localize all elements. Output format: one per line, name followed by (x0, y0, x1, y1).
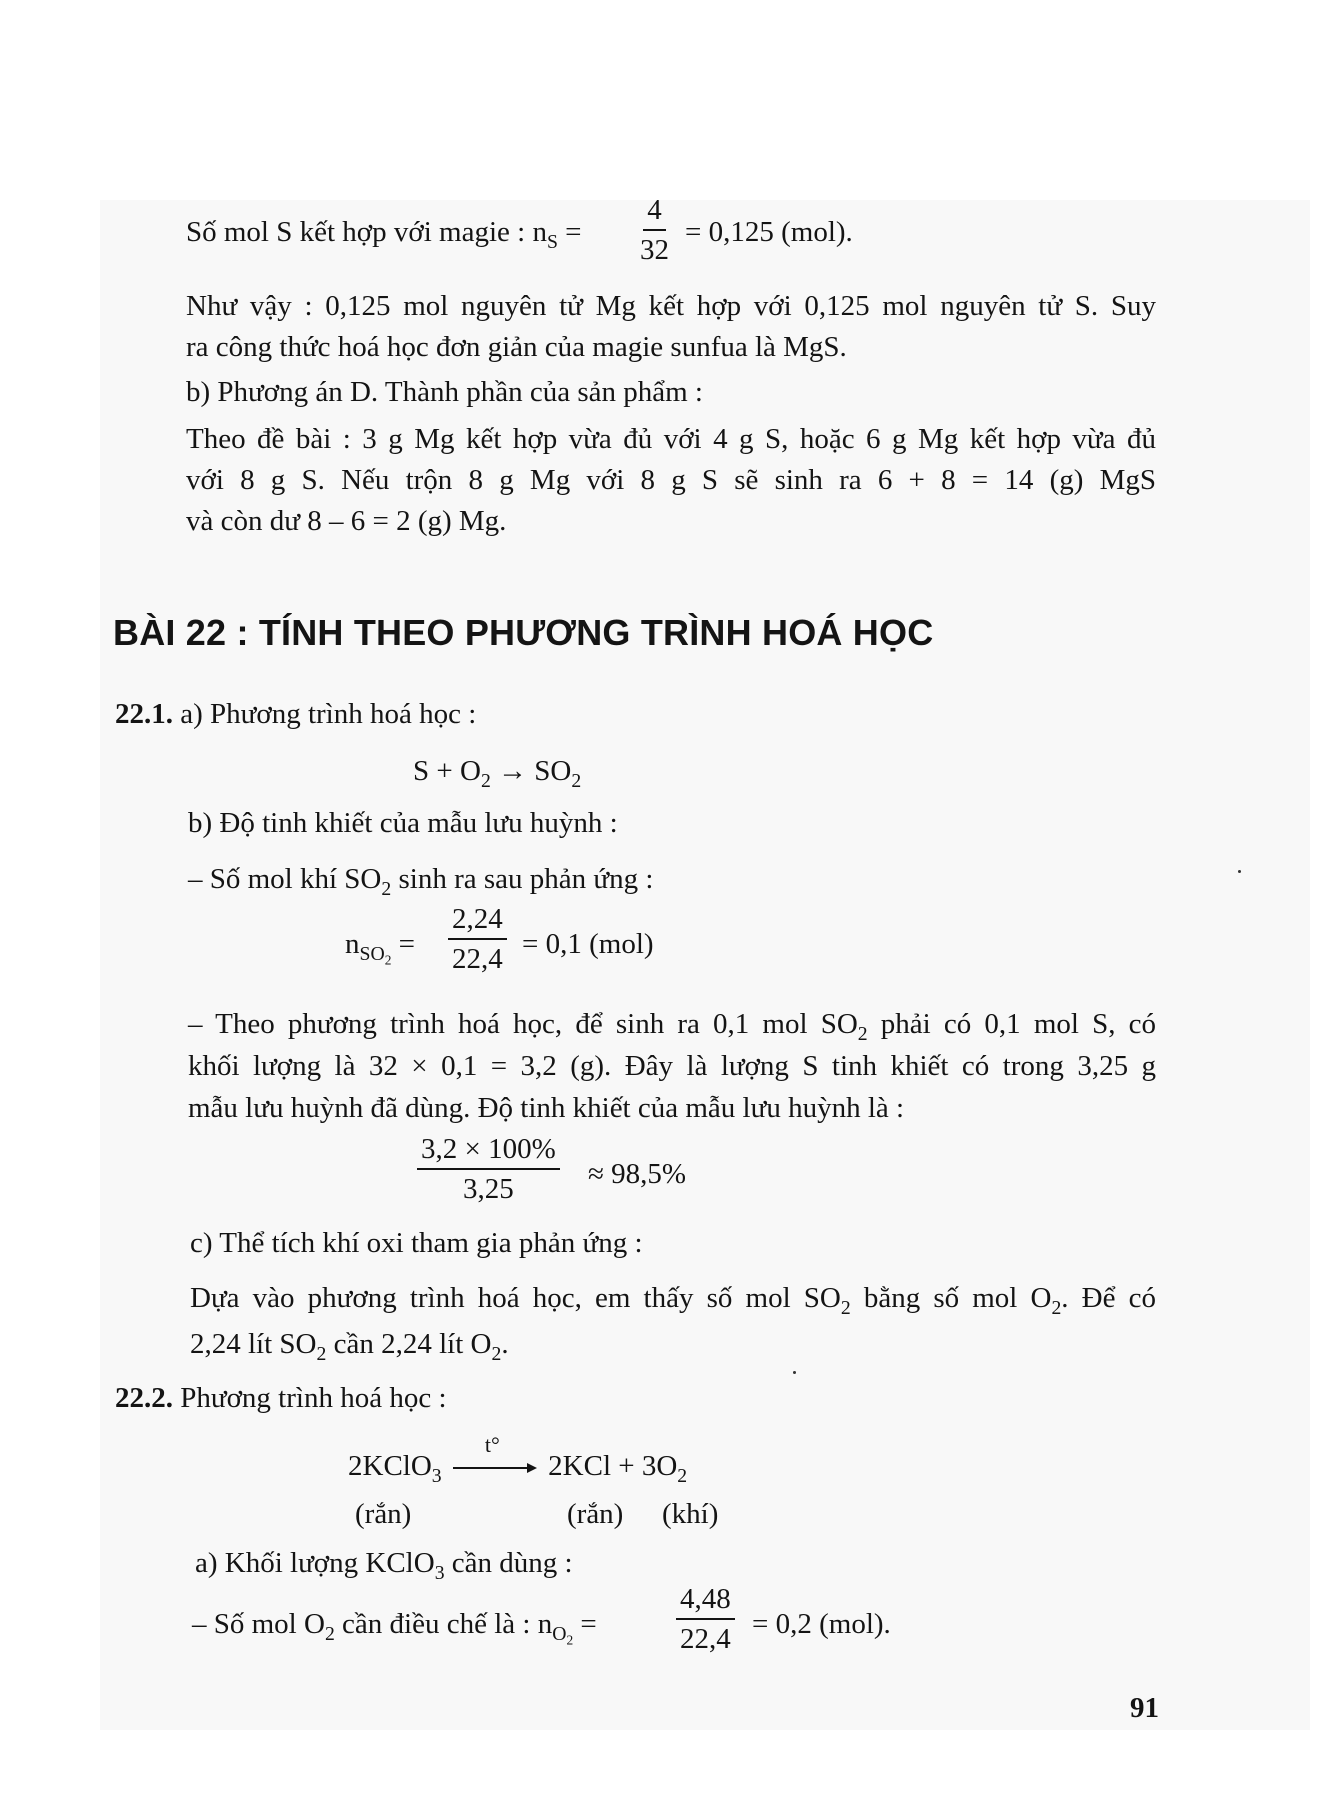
part-b-line-1: Theo đề bài : 3 g Mg kết hợp vừa đủ với 4 g S, hoặc 6 g Mg kết hợp vừa đủ (186, 423, 1156, 455)
part-a-label: a) Phương trình hoá học : (180, 698, 477, 730)
mol-s-result: = 0,125 (mol). (685, 216, 853, 248)
part-b-line-3: và còn dư 8 – 6 = 2 (g) Mg. (186, 505, 507, 537)
scan-speck (793, 1371, 796, 1374)
part-c-line-2-a: 2,24 lít SO (190, 1328, 317, 1360)
reaction-arrow-icon: → (498, 755, 528, 787)
theo-line-1-a: – Theo phương trình hoá học, để sinh ra 0,1 mol SO (188, 1008, 858, 1040)
heat-arrow-icon (453, 1432, 537, 1478)
reactant: 2KClO (348, 1450, 432, 1482)
mol-o2-fraction (676, 1583, 735, 1655)
section-title: BÀI 22 : TÍNH THEO PHƯƠNG TRÌNH HOÁ HỌC (113, 612, 934, 653)
part-c-line-2-b: cần 2,24 lít O (326, 1328, 492, 1360)
purity-fraction (417, 1133, 560, 1205)
exercise-22-1-header (115, 697, 476, 731)
n-equals: = (398, 928, 415, 960)
mass-label-subscript: 3 (434, 1561, 445, 1584)
fraction-denominator: 3,25 (463, 1173, 514, 1205)
so2-mol-text: – Số mol khí SO (188, 863, 382, 895)
theo-line-1-b: phải có 0,1 mol S, có (867, 1008, 1156, 1040)
exercise-22-2-header (115, 1381, 447, 1415)
sulfur-equation (413, 754, 582, 792)
n-so2-fraction (448, 903, 507, 975)
n-o2-subscript (552, 1622, 574, 1648)
page-number: 91 (1130, 1692, 1159, 1724)
fraction-numerator: 4,48 (676, 1583, 735, 1620)
fraction-numerator: 2,24 (448, 903, 507, 940)
mol-o2-text-a: – Số mol O (192, 1608, 325, 1640)
part-c-line-1-b: bằng số mol O (850, 1282, 1052, 1314)
conclusion-line-2: ra công thức hoá học đơn giản của magie sunfua là MgS. (186, 331, 847, 363)
mol-s-equals: = (565, 216, 582, 248)
part-c-line-1-a: Dựa vào phương trình hoá học, em thấy số mol SO (190, 1282, 841, 1314)
mol-o2-line (192, 1607, 597, 1648)
part-c-line-2-c: . (501, 1328, 509, 1360)
n-o2-subscript-index: 2 (566, 1632, 574, 1648)
part-c-line-1-c: . Để có (1061, 1282, 1156, 1314)
mass-label-b: cần dùng : (444, 1547, 573, 1579)
state-reactant: (rắn) (355, 1498, 412, 1530)
equation-rhs-subscript: 2 (571, 769, 582, 792)
theo-line-1-subscript: 2 (857, 1022, 868, 1045)
theo-line-3: mẫu lưu huỳnh đã dùng. Độ tinh khiết của mẫu lưu huỳnh là : (188, 1092, 905, 1124)
equation-rhs: SO (534, 755, 572, 787)
theo-line-1 (188, 1007, 1156, 1045)
purity-result: ≈ 98,5% (588, 1158, 687, 1190)
n-so2-label (345, 927, 415, 968)
fraction-denominator: 22,4 (452, 943, 503, 975)
fraction-numerator: 4 (643, 194, 666, 231)
n-o2-subscript-formula: O (552, 1622, 567, 1645)
part-c-subscript-1: 2 (840, 1296, 851, 1319)
kclo3-equation (348, 1432, 688, 1487)
equation-lhs-subscript: 2 (480, 769, 491, 792)
part-c-line-2 (190, 1327, 509, 1365)
reactant-subscript: 3 (431, 1464, 442, 1487)
n-subscript (359, 942, 392, 968)
n-symbol: n (345, 928, 360, 960)
products-subscript: 2 (677, 1464, 688, 1487)
mass-label-a: a) Khối lượng KClO (195, 1547, 435, 1579)
mol-o2-text-b: cần điều chế là : n (334, 1608, 553, 1640)
reaction-condition: t° (484, 1432, 500, 1458)
so2-mol-line (188, 862, 654, 900)
mol-s-subscript: S (546, 230, 558, 253)
mol-s-label: Số mol S kết hợp với magie : n (186, 216, 547, 248)
conclusion-line-1: Như vậy : 0,125 mol nguyên tử Mg kết hợp với 0,125 mol nguyên tử S. Suy (186, 290, 1156, 322)
fraction-denominator: 22,4 (680, 1623, 731, 1655)
fraction-numerator: 3,2 × 100% (417, 1133, 560, 1170)
mol-o2-result: = 0,2 (mol). (752, 1608, 891, 1640)
n-subscript-formula: SO (359, 942, 385, 965)
part-a-mass-label (195, 1546, 573, 1584)
part-b-purity-label: b) Độ tinh khiết của mẫu lưu huỳnh : (188, 807, 618, 839)
mol-s-line (186, 215, 582, 253)
mol-o2-equals: = (580, 1608, 597, 1640)
so2-mol-text-end: sinh ra sau phản ứng : (391, 863, 654, 895)
equation-lhs: S + O (413, 755, 481, 787)
mol-o2-subscript: 2 (324, 1622, 335, 1645)
exercise-number: 22.2. (115, 1382, 173, 1414)
part-c-subscript-2: 2 (1051, 1296, 1062, 1319)
n-so2-result: = 0,1 (mol) (522, 928, 654, 960)
part-b-heading: b) Phương án D. Thành phần của sản phẩm : (186, 376, 703, 408)
state-product-2: (khí) (662, 1498, 719, 1530)
part-c-line-2-subscript-2: 2 (491, 1342, 502, 1365)
exercise-label: Phương trình hoá học : (180, 1382, 447, 1414)
theo-line-2: khối lượng là 32 × 0,1 = 3,2 (g). Đây là lượng S tinh khiết có trong 3,25 g (188, 1050, 1156, 1082)
mol-s-fraction (640, 194, 669, 266)
arrow-shape (453, 1460, 537, 1476)
so2-subscript: 2 (381, 877, 392, 900)
scan-speck (1238, 870, 1241, 873)
part-c-line-2-subscript-1: 2 (316, 1342, 327, 1365)
n-subscript-index: 2 (384, 952, 392, 968)
part-c-line-1 (190, 1281, 1156, 1319)
fraction-denominator: 32 (640, 234, 669, 266)
part-c-label: c) Thể tích khí oxi tham gia phản ứng : (190, 1227, 643, 1259)
exercise-number: 22.1. (115, 698, 173, 730)
state-product-1: (rắn) (567, 1498, 624, 1530)
part-b-line-2: với 8 g S. Nếu trộn 8 g Mg với 8 g S sẽ sinh ra 6 + 8 = 14 (g) MgS (186, 464, 1156, 496)
products: 2KCl + 3O (548, 1450, 678, 1482)
